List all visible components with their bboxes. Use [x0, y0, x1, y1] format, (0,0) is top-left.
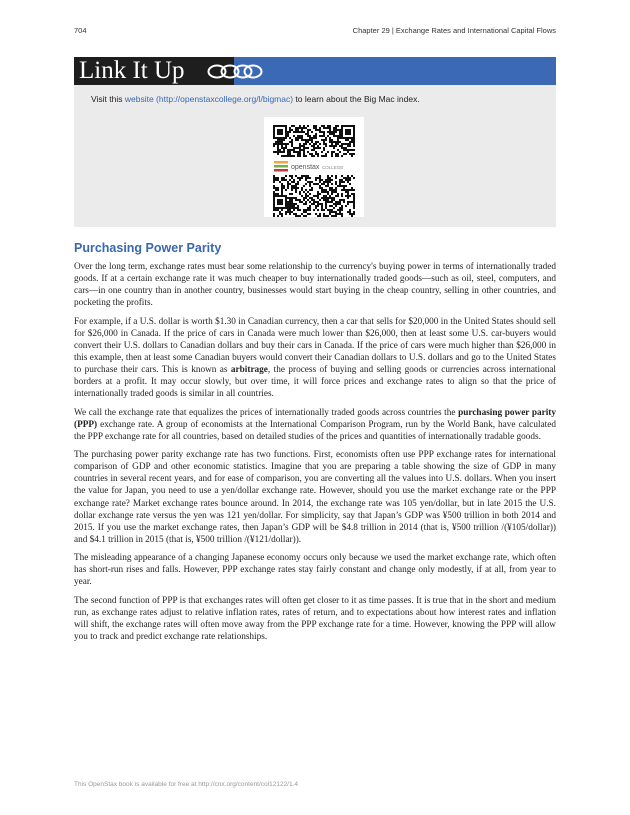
page-number: 704 [74, 26, 87, 35]
qr-code-card[interactable] [264, 117, 364, 217]
paragraph-2 [74, 316, 556, 401]
paragraph-2-start: For example, if a U.S. dollar is worth $1.30 in Canadian currency, then a car that sells for $20,000 in the United States should sell for $26,000 in Canada. If the price of cars in Canada were much lower than $26,000, then at least some U.S. car-buyers would convert their U.S. dollars to Canadian dollars and buy their cars in Canada. If the price of cars were much higher than $26,000 in this example, then at least some Canadian buyers would convert their Canadian dollars to U.S. dollars and go to the United States to purchase their cars. This is known as [74, 316, 556, 376]
paragraph-3-end: exchange rate. A group of economists at the International Comparison Program, run by the World Bank, have calculated the PPP exchange rate for all countries, based on detailed studies of the prices and quantities of internationally tradable goods. [74, 419, 556, 442]
section-body [74, 261, 556, 650]
feature-text-after: to learn about the Big Mac index. [293, 94, 420, 104]
feature-text [91, 94, 546, 104]
paragraph-6: The second function of PPP is that exchanges rates will often get closer to it as time passes. It is true that in the short and medium run, as exchange rates adjust to relative inflation rates, rates of return, and to expectations about how interest rates and inflation will shift, the exchange rates will often move away from the PPP exchange rate for a time. However, knowing the PPP will allow you to track and predict exchange rate relationships. [74, 595, 556, 643]
paragraph-1: Over the long term, exchange rates must bear some relationship to the currency's buying power in terms of internationally traded goods. If at a certain exchange rate it was much cheaper to buy internationally traded goods—such as oil, steel, computers, and cars—in one country than in another country, businesses would start buying in the cheap country, selling in other countries, and pocketing the profits. [74, 262, 556, 309]
qr-code-image [264, 117, 364, 217]
chain-link-icon [206, 63, 264, 80]
feature-text-before: Visit this [91, 94, 125, 104]
chapter-title: Chapter 29 | Exchange Rates and International Capital Flows [352, 26, 556, 35]
link-it-up-feature [74, 57, 556, 227]
qr-brand-suffix: COLLEGE [322, 165, 344, 170]
paragraph-5: The misleading appearance of a changing Japanese economy occurs only because we used the market exchange rate, which often has short-run rises and falls. However, PPP exchange rates stay fairly constant and change only modestly, if at all, from year to year. [74, 553, 556, 588]
section-title: Purchasing Power Parity [74, 241, 222, 255]
running-head [74, 26, 556, 38]
term-arbitrage: arbitrage [230, 365, 268, 376]
bigmac-link[interactable]: website (http://openstaxcollege.org/l/bigmac) [124, 94, 294, 104]
page-footer: This OpenStax book is available for free at http://cnx.org/content/col12122/1.4 [74, 781, 299, 788]
paragraph-3 [74, 407, 556, 443]
feature-title-text: Link It Up [79, 57, 185, 84]
term-ppp: purchasing power parity (PPP) [74, 407, 556, 430]
paragraph-2-end: , the process of buying and selling goods or currencies across international borders at a profit. It may occur slowly, but over time, it will force prices and exchange rates to align so that the price of internationally traded goods is similar in all countries. [74, 365, 556, 400]
paragraph-4: The purchasing power parity exchange rate has two functions. First, economists often use PPP exchange rates for international comparison of GDP and other economic statistics. Imagine that you are preparing a table showing the size of GDP in many countries in several recent years, and for ease of comparison, you are converting all the values into U.S. dollars. When you insert the value for Japan, you need to use a yen/dollar exchange rate. However, should you use the market exchange rate or the PPP exchange rate? Market exchange rates bounce around. In 2014, the exchange rate was 105 yen/dollar, but in late 2015 the U.S. dollar exchange rate versus the yen was 121 yen/dollar. For simplicity, say that Japan’s GDP was ¥500 trillion in both 2014 and 2015. If you use the market exchange rates, then Japan’s GDP will be $4.8 trillion in 2014 (that is, ¥500 trillion /(¥105/dollar)) and $4.1 trillion in 2015 (that is, ¥500 trillion /(¥121/dollar)). [74, 450, 556, 545]
paragraph-3-start: We call the exchange rate that equalizes the prices of internationally traded goods across countries the [74, 407, 459, 418]
qr-brand: openstax [291, 164, 320, 171]
